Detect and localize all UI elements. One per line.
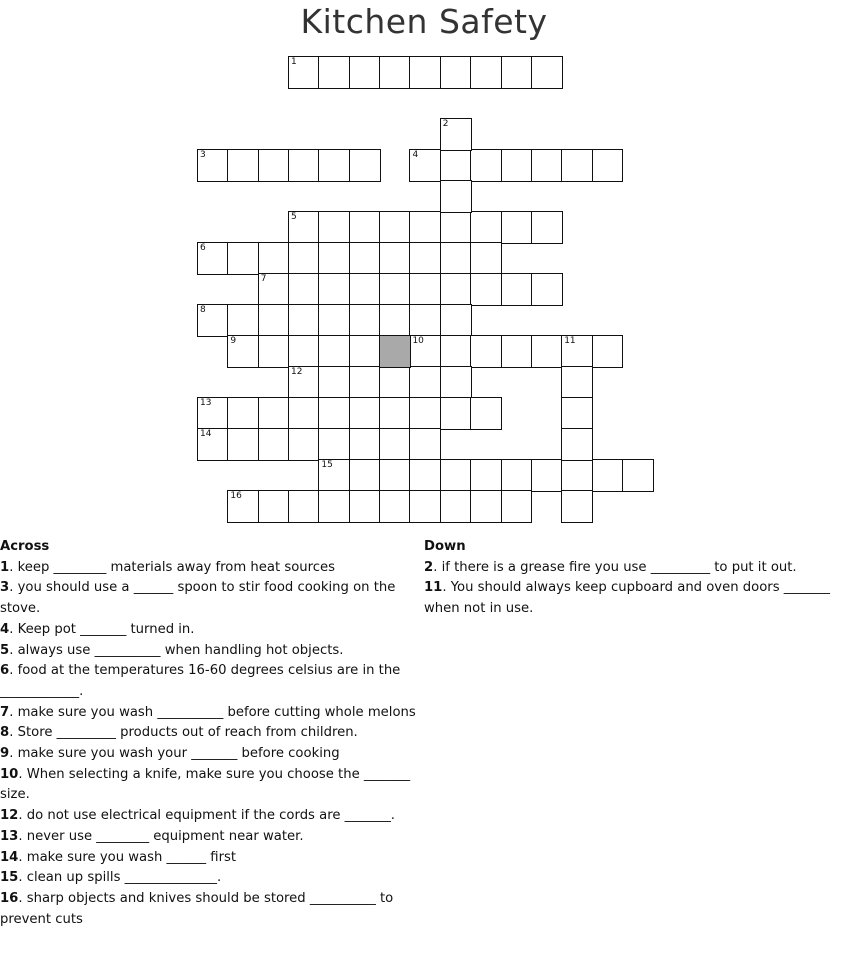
grid-cell[interactable] <box>501 273 533 306</box>
clue-number: 12 <box>0 808 19 824</box>
grid-cell[interactable] <box>440 335 472 368</box>
across-clue: 8. Store _________ products out of reach from children. <box>0 725 358 741</box>
grid-cell[interactable] <box>288 149 320 182</box>
grid-cell[interactable] <box>561 459 593 492</box>
grid-cell[interactable] <box>592 335 624 368</box>
clue-number: 8 <box>0 725 10 741</box>
grid-cell[interactable] <box>318 366 350 399</box>
grid-cell[interactable] <box>592 149 624 182</box>
grid-cell[interactable] <box>379 459 411 492</box>
grid-cell[interactable] <box>531 335 563 368</box>
clue-text: sharp objects and knives should be stored __________ to prevent cuts <box>0 890 394 927</box>
grid-cell[interactable] <box>440 273 472 306</box>
clue-number: 7 <box>260 274 267 284</box>
grid-cell[interactable] <box>318 56 350 89</box>
grid-cell[interactable] <box>409 304 441 337</box>
grid-cell[interactable] <box>379 490 411 523</box>
grid-cell[interactable] <box>379 366 411 399</box>
grid-cell[interactable] <box>561 428 593 461</box>
grid-cell[interactable] <box>470 490 502 523</box>
grid-cell[interactable] <box>379 211 411 244</box>
grid-cell[interactable] <box>592 459 624 492</box>
across-clue: 13. never use ________ equipment near water. <box>0 828 304 844</box>
grid-cell[interactable] <box>379 56 411 89</box>
clue-text: make sure you wash __________ before cutting whole melons <box>17 704 416 720</box>
grid-cell[interactable] <box>470 149 502 182</box>
grid-cell[interactable] <box>197 242 229 275</box>
grid-cell[interactable] <box>409 149 441 182</box>
grid-cell[interactable] <box>409 242 441 275</box>
clue-text: You should always keep cupboard and oven doors _______ when not in use. <box>424 580 830 617</box>
grid-cell[interactable] <box>409 56 441 89</box>
clue-text: clean up spills ______________. <box>26 870 222 886</box>
grid-cell[interactable] <box>622 459 654 492</box>
grid-cell[interactable] <box>531 459 563 492</box>
grid-cell[interactable] <box>440 397 472 430</box>
grid-cell[interactable] <box>379 304 411 337</box>
clue-number: 3 <box>200 150 206 160</box>
grid-cell[interactable] <box>379 242 411 275</box>
clue-number: 1 <box>0 559 10 575</box>
grid-cell[interactable] <box>288 304 320 337</box>
across-clue: 15. clean up spills ______________. <box>0 870 222 886</box>
grid-cell[interactable] <box>288 242 320 275</box>
grid-cell[interactable] <box>409 428 441 461</box>
grid-cell[interactable] <box>288 273 320 306</box>
grid-cell[interactable] <box>561 149 593 182</box>
clue-text: make sure you wash ______ first <box>26 849 237 865</box>
grid-cell[interactable] <box>531 211 563 244</box>
grid-cell[interactable] <box>349 211 381 244</box>
grid-cell[interactable] <box>409 366 441 399</box>
across-clue: 4. Keep pot _______ turned in. <box>0 621 195 637</box>
grid-cell[interactable] <box>288 490 320 523</box>
grid-cell[interactable] <box>440 490 472 523</box>
grid-cell[interactable] <box>227 397 259 430</box>
down-heading: Down <box>424 539 466 554</box>
clue-number: 15 <box>321 460 333 470</box>
grid-cell[interactable] <box>318 397 350 430</box>
grid-cell[interactable] <box>440 242 472 275</box>
grid-cell[interactable] <box>227 490 259 523</box>
grid-cell[interactable] <box>227 428 259 461</box>
grid-cell[interactable] <box>409 273 441 306</box>
clue-text: you should use a ______ spoon to stir food cooking on the stove. <box>0 580 396 617</box>
grid-cell[interactable] <box>379 273 411 306</box>
grid-cell[interactable] <box>258 304 290 337</box>
grid-cell[interactable] <box>349 335 381 368</box>
grid-cell[interactable] <box>258 149 290 182</box>
grid-cell[interactable] <box>197 428 229 461</box>
clue-number: 15 <box>0 870 19 886</box>
clue-number: 16 <box>230 491 242 501</box>
grid-cell[interactable] <box>227 335 259 368</box>
grid-cell[interactable] <box>349 366 381 399</box>
clue-text: always use __________ when handling hot objects. <box>17 642 344 658</box>
grid-cell[interactable] <box>288 211 320 244</box>
grid-cell[interactable] <box>227 304 259 337</box>
grid-cell[interactable] <box>349 397 381 430</box>
down-clue: 2. if there is a grease fire you use _________ to put it out. <box>424 559 797 575</box>
grid-cell[interactable] <box>561 397 593 430</box>
clue-number: 12 <box>291 367 303 377</box>
across-clue: 3. you should use a ______ spoon to stir food cooking on the stove. <box>0 580 396 617</box>
grid-cell[interactable] <box>349 490 381 523</box>
grid-cell[interactable] <box>470 242 502 275</box>
grid-cell[interactable] <box>288 428 320 461</box>
grid-cell[interactable] <box>440 149 472 182</box>
grid-cell[interactable] <box>379 397 411 430</box>
grid-cell[interactable] <box>318 273 350 306</box>
grid-cell[interactable] <box>531 273 563 306</box>
grid-cell[interactable] <box>501 335 533 368</box>
grid-cell[interactable] <box>531 149 563 182</box>
clue-number: 13 <box>0 828 19 844</box>
grid-cell[interactable] <box>470 335 502 368</box>
grid-cell[interactable] <box>501 211 533 244</box>
grid-cell[interactable] <box>470 459 502 492</box>
clue-number: 7 <box>0 704 10 720</box>
grid-cell[interactable] <box>318 149 350 182</box>
grid-cell[interactable] <box>318 304 350 337</box>
grid-cell[interactable] <box>288 397 320 430</box>
clue-number: 11 <box>564 336 576 346</box>
grid-cell[interactable] <box>501 459 533 492</box>
grid-cell[interactable] <box>501 56 533 89</box>
grid-cell[interactable] <box>318 211 350 244</box>
clue-number: 6 <box>0 663 10 679</box>
grid-cell[interactable] <box>349 149 381 182</box>
grid-cell[interactable] <box>258 397 290 430</box>
grid-cell[interactable] <box>349 56 381 89</box>
grid-cell[interactable] <box>409 335 441 368</box>
grid-cell[interactable] <box>561 366 593 399</box>
grid-cell[interactable] <box>349 428 381 461</box>
puzzle-title: Kitchen Safety <box>300 2 548 41</box>
grid-cell[interactable] <box>227 149 259 182</box>
clue-text: Keep pot _______ turned in. <box>17 621 195 637</box>
grid-cell[interactable] <box>470 273 502 306</box>
clue-number: 10 <box>0 766 19 782</box>
grid-cell[interactable] <box>531 56 563 89</box>
across-clue: 14. make sure you wash ______ first <box>0 849 237 865</box>
grid-cell[interactable] <box>288 56 320 89</box>
grid-cell[interactable] <box>409 490 441 523</box>
clue-number: 5 <box>0 642 10 658</box>
across-clue: 6. food at the temperatures 16-60 degrees celsius are in the ____________. <box>0 663 401 699</box>
grid-cell[interactable] <box>440 180 472 213</box>
grid-cell[interactable] <box>349 242 381 275</box>
grid-cell[interactable] <box>318 490 350 523</box>
grid-cell[interactable] <box>349 459 381 492</box>
grid-cell[interactable] <box>258 428 290 461</box>
grid-cell[interactable] <box>379 428 411 461</box>
clue-text: if there is a grease fire you use _________ to put it out. <box>441 559 797 575</box>
shaded-cell <box>379 335 411 368</box>
grid-cell[interactable] <box>197 304 229 337</box>
grid-cell[interactable] <box>440 118 472 151</box>
grid-cell[interactable] <box>349 304 381 337</box>
grid-cell[interactable] <box>288 335 320 368</box>
clue-number: 13 <box>200 398 212 408</box>
grid-cell[interactable] <box>227 242 259 275</box>
grid-cell[interactable] <box>440 56 472 89</box>
grid-cell[interactable] <box>318 428 350 461</box>
clue-number: 2 <box>442 119 449 129</box>
across-clues <box>0 537 418 930</box>
across-clue: 5. always use __________ when handling hot objects. <box>0 642 344 658</box>
clue-number: 14 <box>0 849 19 865</box>
across-clue: 12. do not use electrical equipment if the cords are _______. <box>0 808 395 824</box>
clue-number: 9 <box>230 336 237 346</box>
clue-number: 6 <box>200 243 206 253</box>
clue-text: food at the temperatures 16-60 degrees celsius are in the ____________. <box>0 663 401 699</box>
across-heading: Across <box>0 539 50 554</box>
clue-text: keep ________ materials away from heat sources <box>17 559 335 575</box>
grid-cell[interactable] <box>318 335 350 368</box>
clue-number: 4 <box>412 150 419 160</box>
down-clues <box>424 537 834 620</box>
grid-cell[interactable] <box>258 335 290 368</box>
down-clue: 11. You should always keep cupboard and oven doors _______ when not in use. <box>424 580 830 617</box>
clue-number: 2 <box>424 559 434 575</box>
clue-text: Store _________ products out of reach from children. <box>17 725 358 741</box>
grid-cell[interactable] <box>318 242 350 275</box>
grid-cell[interactable] <box>561 335 593 368</box>
clue-number: 11 <box>424 580 443 596</box>
grid-cell[interactable] <box>409 397 441 430</box>
across-clue: 1. keep ________ materials away from heat sources <box>0 559 335 575</box>
grid-cell[interactable] <box>258 273 290 306</box>
grid-cell[interactable] <box>258 242 290 275</box>
across-clue: 9. make sure you wash your _______ before cooking <box>0 746 340 762</box>
grid-cell[interactable] <box>409 459 441 492</box>
clue-number: 16 <box>0 890 19 906</box>
clue-text: do not use electrical equipment if the cords are _______. <box>26 808 395 824</box>
clue-number: 4 <box>0 621 10 637</box>
grid-cell[interactable] <box>561 490 593 523</box>
grid-cell[interactable] <box>470 397 502 430</box>
grid-cell[interactable] <box>258 490 290 523</box>
clue-text: make sure you wash your _______ before cooking <box>17 746 340 762</box>
clue-number: 14 <box>200 429 212 439</box>
clue-number: 1 <box>291 57 297 67</box>
grid-cell[interactable] <box>349 273 381 306</box>
grid-cell[interactable] <box>470 56 502 89</box>
clue-number: 8 <box>200 305 206 315</box>
grid-cell[interactable] <box>197 397 229 430</box>
across-clue: 7. make sure you wash __________ before cutting whole melons <box>0 704 416 720</box>
grid-cell[interactable] <box>288 366 320 399</box>
across-clue: 16. sharp objects and knives should be stored __________ to prevent cuts <box>0 890 394 927</box>
clue-text: never use ________ equipment near water. <box>26 828 304 844</box>
clue-text: When selecting a knife, make sure you choose the _______ size. <box>0 766 411 803</box>
grid-cell[interactable] <box>440 459 472 492</box>
clue-number: 10 <box>412 336 424 346</box>
grid-cell[interactable] <box>318 459 350 492</box>
grid-cell[interactable] <box>501 149 533 182</box>
grid-cell[interactable] <box>197 149 229 182</box>
grid-cell[interactable] <box>440 366 472 399</box>
grid-cell[interactable] <box>440 304 472 337</box>
grid-cell[interactable] <box>501 490 533 523</box>
clue-number: 9 <box>0 746 10 762</box>
across-clue: 10. When selecting a knife, make sure you choose the _______ size. <box>0 766 411 803</box>
clue-number: 5 <box>291 212 297 222</box>
grid-cell[interactable] <box>470 211 502 244</box>
grid-cell[interactable] <box>409 211 441 244</box>
clue-number: 3 <box>0 580 10 596</box>
grid-cell[interactable] <box>440 211 472 244</box>
